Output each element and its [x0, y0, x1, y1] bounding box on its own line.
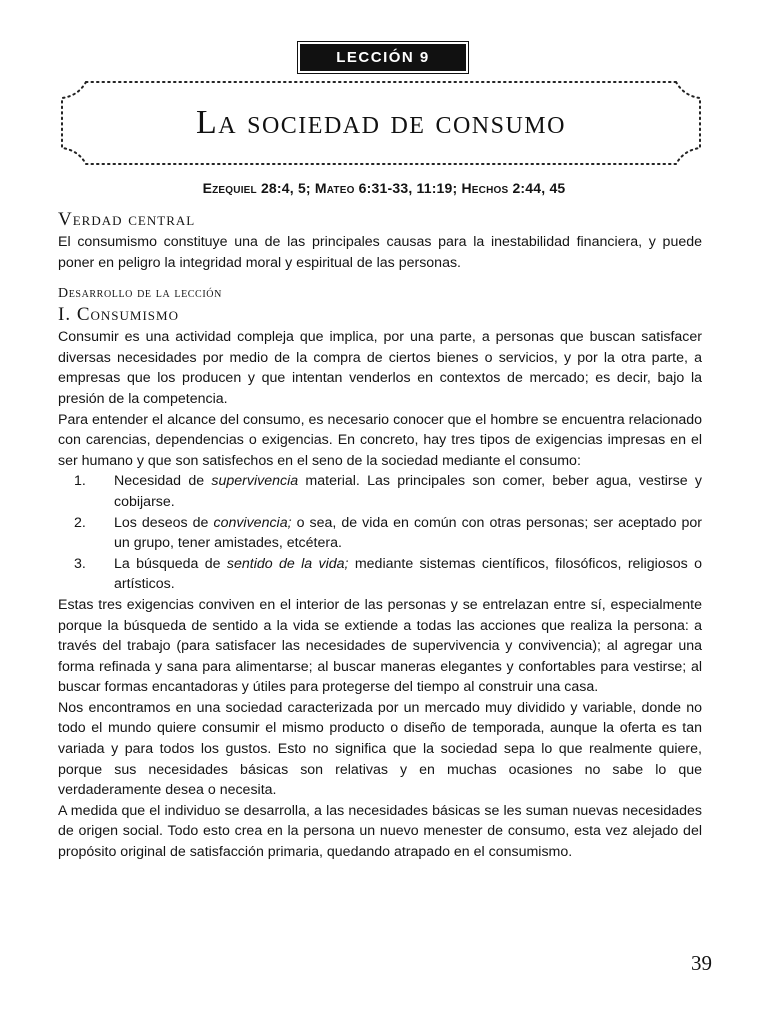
list-text-pre: Los deseos de	[114, 514, 214, 531]
list-text-em: supervivencia	[211, 473, 299, 490]
section-heading: I. Consumismo	[58, 304, 179, 326]
list-text-post: material. Las principales son comer, beber agua, vestirse y cobijarse.	[114, 473, 702, 510]
paragraph-1: Consumir es una actividad compleja que implica, por una parte, a personas que buscan satisfacer diversas necesidades por medio de la compra de ciertos bienes o servicios, y por la otra parte, a empresas que los producen y que intentan venderlos en contextos de mercado; es decir, bajo la presión de la competencia.	[58, 329, 702, 407]
list-item	[58, 471, 702, 512]
list-text-post: o sea, de vida en común con otras personas; ser aceptado por un grupo, tener amistades, etcétera.	[114, 514, 702, 552]
list-item	[58, 554, 702, 595]
scripture-references: Ezequiel 28:4, 5; Mateo 6:31-33, 11:19; Hechos 2:44, 45	[202, 180, 566, 196]
paragraph-3: Estas tres exigencias conviven en el interior de las personas y se entrelazan entre sí, especialmente porque la búsqueda de sentido a la vida se extiende a todas las acciones que realiza la persona: a través del trabajo (para satisfacer las necesidades de supervivencia y convivencia); al agregar una forma refinada y sana para alimentarse; al buscar maneras elegantes y confortables para vestirse; al buscar formas encantadoras y útiles para protegerse del tiempo al construir una casa.	[58, 596, 702, 696]
list-item	[58, 513, 702, 554]
page-number: 39	[691, 951, 712, 975]
lesson-title: La sociedad de consumo	[196, 104, 566, 141]
lesson-label: LECCIÓN 9	[300, 44, 466, 71]
paragraph-2: Para entender el alcance del consumo, es necesario conocer que el hombre se encuentra relacionado con carencias, dependencias o exigencias. En concreto, hay tres tipos de exigencias impresas en el ser humano y que son satisfechos en el seno de la sociedad mediante el consumo:	[58, 411, 702, 469]
development-heading: Desarrollo de la lección	[58, 286, 222, 302]
paragraph-5: A medida que el individuo se desarrolla, a las necesidades básicas se les suman nuevas necesidades de origen social. Todo esto crea en la persona un nuevo menester de consumo, esta vez alejado del propósito original de satisfacción primaria, quedando atrapado en el consumismo.	[58, 802, 702, 861]
title-frame	[56, 76, 706, 170]
central-truth-text: El consumismo constituye una de las principales causas para la inestabilidad financiera, y puede poner en peligro la integridad moral y espiritual de las personas.	[58, 234, 702, 271]
lesson-content	[58, 208, 702, 863]
list-number: 1.	[74, 473, 86, 490]
lesson-badge	[297, 41, 469, 74]
list-text-em: sentido de la vida;	[226, 555, 349, 572]
central-truth-heading: Verdad central	[58, 209, 196, 230]
list-text-pre: La búsqueda de	[114, 555, 227, 572]
list-text-pre: Necesidad de	[114, 473, 212, 490]
needs-list	[58, 471, 702, 595]
list-number: 2.	[74, 514, 86, 531]
list-text-em: convivencia;	[213, 514, 292, 531]
list-number: 3.	[74, 555, 86, 572]
list-text-post: mediante sistemas científicos, filosóficos, religiosos o artísticos.	[114, 555, 702, 593]
paragraph-4: Nos encontramos en una sociedad caracterizada por un mercado muy dividido y variable, donde no todo el mundo quiere consumir el mismo producto o diseño de temporada, aunque la oferta es tan variada y para todos los gustos. Esto no significa que la sociedad sepa lo que realmente quiere, porque sus necesidades básicas son relativas y en muchas ocasiones no sabe lo que verdaderamente desea o necesita.	[58, 699, 702, 799]
